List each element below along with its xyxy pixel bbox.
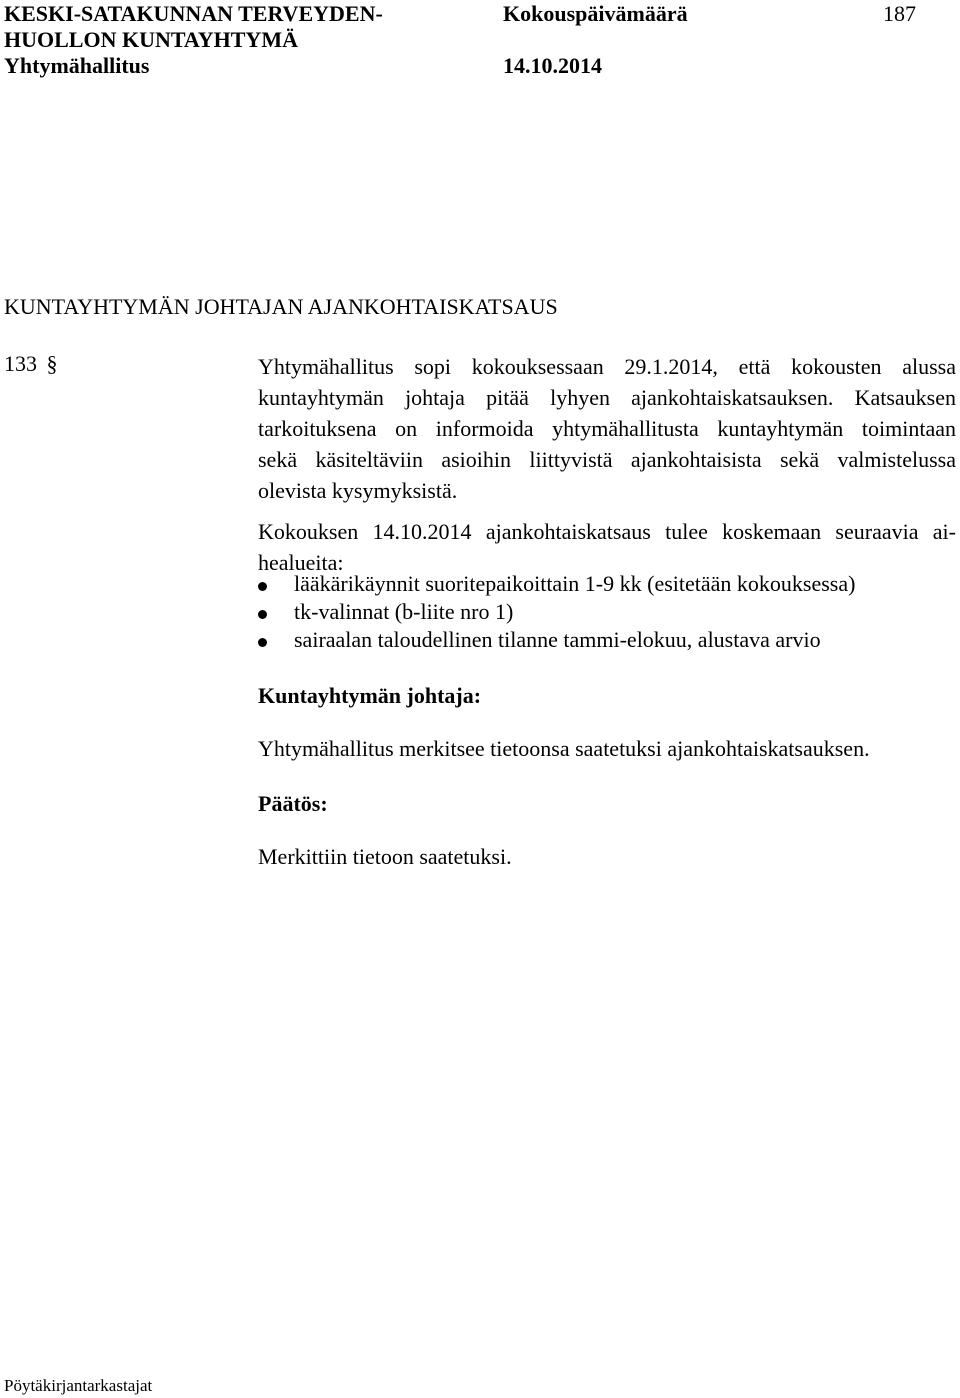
- proposal-text: Yhtymähallitus merkitsee tietoonsa saatetuksi ajankohtaiskatsauksen.: [258, 736, 870, 761]
- header-body-name: Yhtymähallitus: [4, 53, 150, 78]
- header-org-line2: HUOLLON KUNTAYHTYMÄ: [4, 27, 298, 52]
- topics-line: Kokouksen 14.10.2014 ajankohtaiskatsaus tulee koskemaan seuraavia ai-: [258, 519, 956, 544]
- topics-line: healueita:: [258, 550, 344, 575]
- section-title: KUNTAYHTYMÄN JOHTAJAN AJANKOHTAISKATSAUS: [4, 294, 558, 319]
- intro-line: sekä käsiteltäviin asioihin liittyvistä ajankohtaisista sekä valmistelussa: [258, 447, 956, 472]
- bullet-icon: [258, 638, 267, 647]
- bullet-icon: [258, 610, 267, 619]
- intro-line: kuntayhtymän johtaja pitää lyhyen ajankohtaiskatsauksen. Katsauksen: [258, 385, 956, 410]
- header-org-line1: KESKI-SATAKUNNAN TERVEYDEN-: [4, 1, 383, 26]
- header-date-label: Kokouspäivämäärä: [503, 1, 688, 26]
- header-date-value: 14.10.2014: [503, 53, 602, 78]
- topics-paragraph: [258, 516, 956, 578]
- footer-label: Pöytäkirjantarkastajat: [4, 1376, 153, 1395]
- intro-line: Yhtymähallitus sopi kokouksessaan 29.1.2014, että kokousten alussa: [258, 354, 956, 379]
- intro-line: olevista kysymyksistä.: [258, 478, 458, 503]
- bullet-text: lääkärikäynnit suoritepaikoittain 1-9 kk (esitetään kokouksessa): [294, 571, 856, 596]
- intro-paragraph: [258, 351, 956, 506]
- item-number: [4, 351, 58, 377]
- decision-heading: Päätös:: [258, 791, 328, 816]
- header-page-number: 187: [883, 1, 916, 26]
- bullet-text: tk-valinnat (b-liite nro 1): [294, 599, 514, 624]
- proposal-heading: Kuntayhtymän johtaja:: [258, 683, 482, 708]
- decision-text: Merkittiin tietoon saatetuksi.: [258, 844, 512, 869]
- intro-line: tarkoituksena on informoida yhtymähallitusta kuntayhtymän toimintaan: [258, 416, 956, 441]
- bullet-icon: [258, 582, 267, 591]
- item-number-value: 133: [4, 351, 37, 376]
- section-sign: §: [46, 351, 58, 376]
- bullet-text: sairaalan taloudellinen tilanne tammi-elokuu, alustava arvio: [294, 627, 821, 652]
